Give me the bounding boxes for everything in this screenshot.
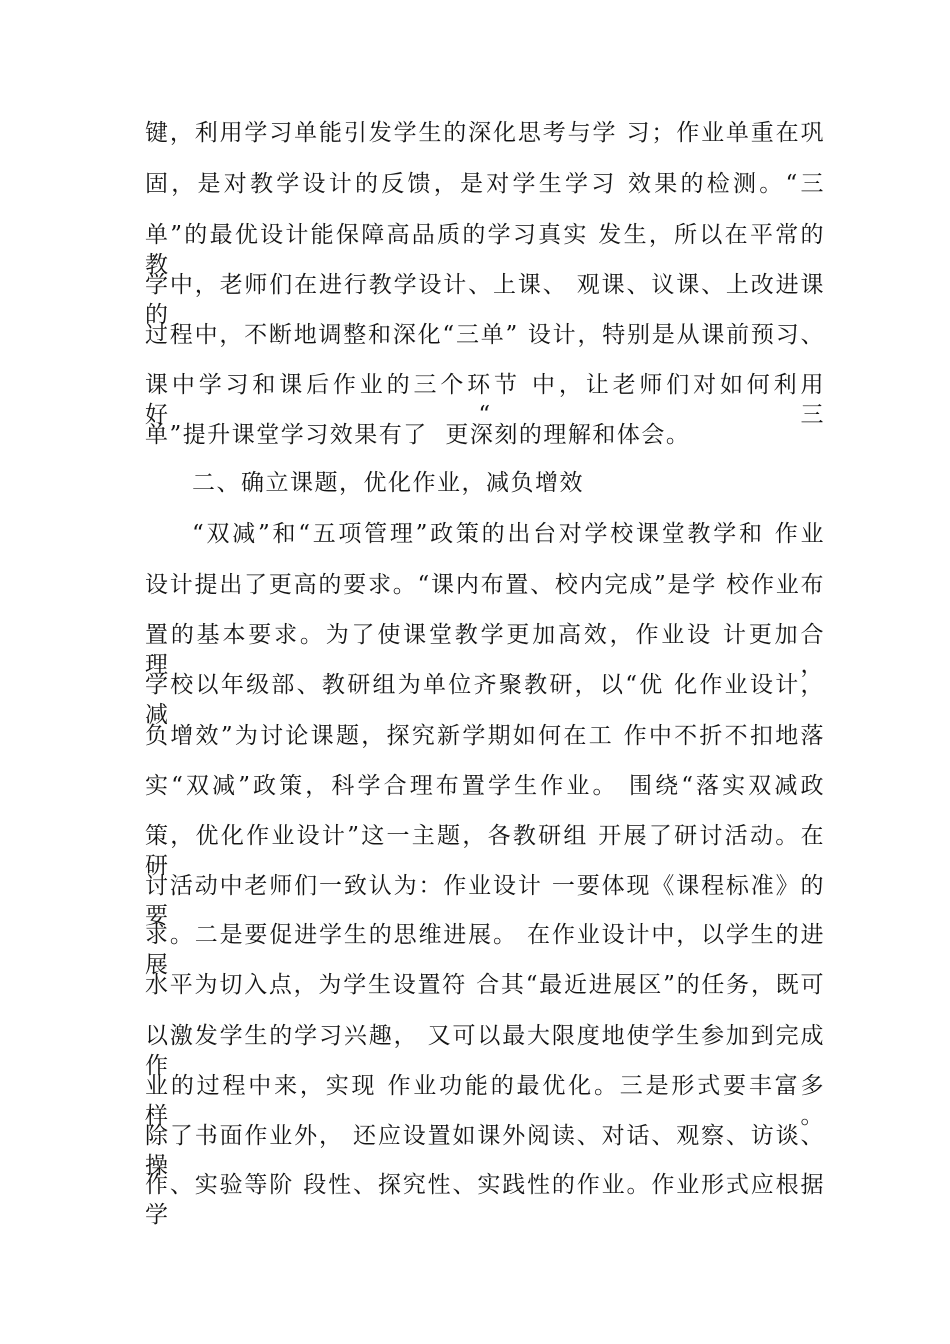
paragraph-line: 作、实验等阶 段性、探究性、实践性的作业。作业形式应根据学: [145, 1172, 825, 1228]
paragraph-line: 设计提出了更高的要求。“课内布置、校内完成”是学 校作业布: [145, 572, 825, 598]
section-heading: 二、确立课题，优化作业，减负增效: [192, 470, 584, 496]
paragraph-line: 除了书面作业外， 还应设置如课外阅读、对话、观察、访谈、操: [145, 1123, 825, 1179]
paragraph-line: 求。二是要促进学生的思维进展。 在作业设计中，以学生的进展: [145, 922, 825, 978]
paragraph-line: 负增效”为讨论课题，探究新学期如何在工 作中不折不扣地落: [145, 723, 825, 749]
paragraph-line: 置的基本要求。为了使课堂教学更加高效，作业设 计更加合理，: [145, 622, 825, 678]
paragraph-line: 键，利用学习单能引发学生的深化思考与学 习；作业单重在巩: [145, 120, 825, 146]
paragraph-line: 单”的最优设计能保障高品质的学习真实 发生，所以在平常的教: [145, 222, 825, 278]
paragraph-line: “双减”和“五项管理”政策的出台对学校课堂教学和 作业: [192, 521, 825, 547]
paragraph-line: 学中，老师们在进行教学设计、上课、 观课、议课、上改进课的: [145, 272, 825, 328]
paragraph-line: 单”提升课堂学习效果有了 更深刻的理解和体会。: [145, 422, 691, 448]
paragraph-line: 讨活动中老师们一致认为：作业设计 一要体现《课程标准》的要: [145, 873, 825, 929]
paragraph-line: 以激发学生的学习兴趣， 又可以最大限度地使学生参加到完成作: [145, 1023, 825, 1079]
paragraph-line: 过程中，不断地调整和深化“三单” 设计，特别是从课前预习、: [145, 322, 825, 348]
paragraph-line: 学校以年级部、教研组为单位齐聚教研，以“优 化作业设计，减: [145, 672, 825, 728]
paragraph-line: 业的过程中来，实现 作业功能的最优化。三是形式要丰富多样。: [145, 1073, 825, 1129]
paragraph-line: 策，优化作业设计”这一主题，各教研组 开展了研讨活动。在研: [145, 823, 825, 879]
paragraph-line: 实“双减”政策，科学合理布置学生作业。 围绕“落实双减政: [145, 773, 825, 799]
paragraph-line: 课中学习和课后作业的三个环节 中，让老师们对如何利用好“三: [145, 372, 825, 428]
paragraph-line: 水平为切入点，为学生设置符 合其“最近进展区”的任务，既可: [145, 972, 825, 998]
paragraph-line: 固，是对教学设计的反馈，是对学生学习 效果的检测。“三: [145, 171, 825, 197]
